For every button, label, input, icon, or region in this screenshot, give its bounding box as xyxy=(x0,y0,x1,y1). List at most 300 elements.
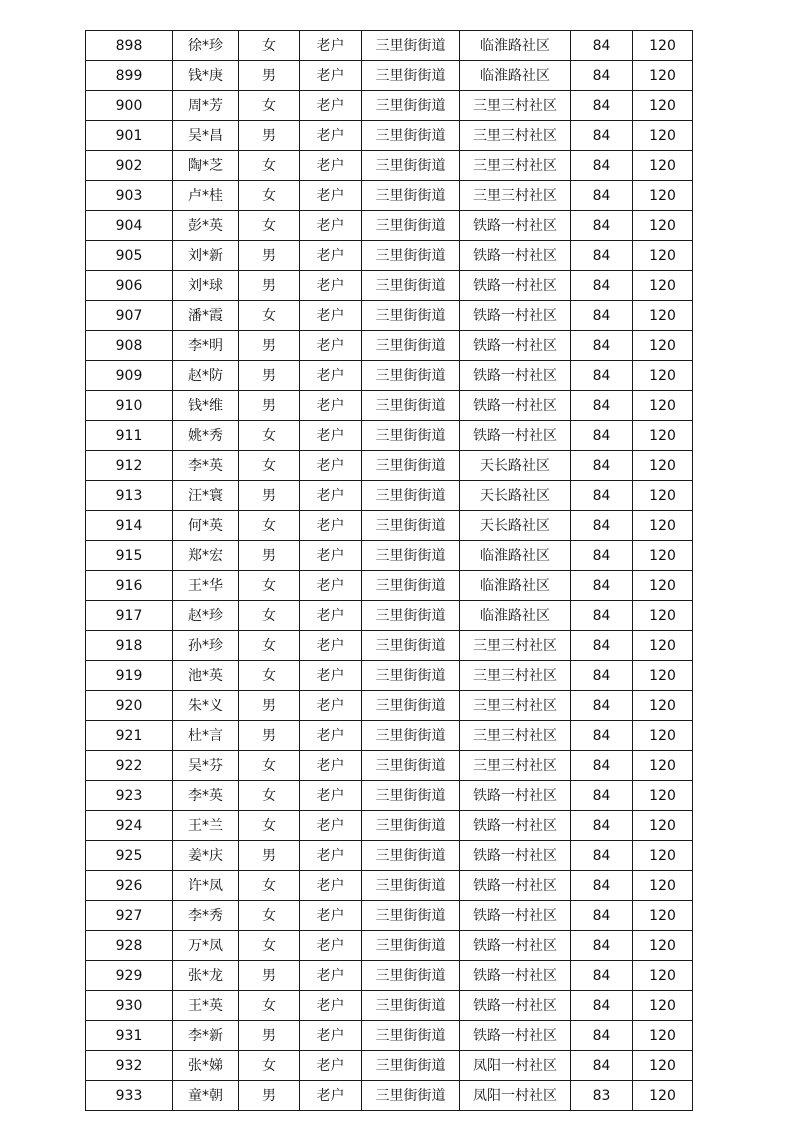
cell-community: 铁路一村社区 xyxy=(460,331,571,361)
cell-community: 铁路一村社区 xyxy=(460,991,571,1021)
cell-age: 84 xyxy=(571,241,633,271)
cell-age: 84 xyxy=(571,481,633,511)
cell-name: 童*朝 xyxy=(173,1081,239,1111)
cell-name: 杜*言 xyxy=(173,721,239,751)
cell-subdistrict: 三里街街道 xyxy=(362,691,460,721)
cell-gender: 男 xyxy=(239,331,300,361)
cell-serial-number: 904 xyxy=(86,211,173,241)
cell-gender: 男 xyxy=(239,841,300,871)
cell-age: 84 xyxy=(571,391,633,421)
cell-subdistrict: 三里街街道 xyxy=(362,271,460,301)
cell-subdistrict: 三里街街道 xyxy=(362,931,460,961)
cell-age: 84 xyxy=(571,661,633,691)
cell-gender: 女 xyxy=(239,31,300,61)
cell-household-type: 老户 xyxy=(300,211,362,241)
cell-gender: 女 xyxy=(239,211,300,241)
cell-amount: 120 xyxy=(633,1021,693,1051)
cell-amount: 120 xyxy=(633,241,693,271)
cell-name: 赵*珍 xyxy=(173,601,239,631)
cell-amount: 120 xyxy=(633,781,693,811)
cell-amount: 120 xyxy=(633,541,693,571)
cell-community: 铁路一村社区 xyxy=(460,931,571,961)
cell-gender: 女 xyxy=(239,871,300,901)
cell-gender: 男 xyxy=(239,241,300,271)
table-row xyxy=(86,961,693,991)
cell-household-type: 老户 xyxy=(300,121,362,151)
cell-gender: 男 xyxy=(239,691,300,721)
cell-gender: 男 xyxy=(239,121,300,151)
cell-age: 84 xyxy=(571,691,633,721)
table-row xyxy=(86,241,693,271)
table-row xyxy=(86,781,693,811)
cell-subdistrict: 三里街街道 xyxy=(362,571,460,601)
cell-household-type: 老户 xyxy=(300,721,362,751)
table-row xyxy=(86,391,693,421)
cell-age: 84 xyxy=(571,811,633,841)
cell-serial-number: 916 xyxy=(86,571,173,601)
cell-subdistrict: 三里街街道 xyxy=(362,511,460,541)
cell-age: 84 xyxy=(571,1051,633,1081)
cell-community: 三里三村社区 xyxy=(460,151,571,181)
cell-subdistrict: 三里街街道 xyxy=(362,661,460,691)
cell-name: 张*娣 xyxy=(173,1051,239,1081)
cell-serial-number: 918 xyxy=(86,631,173,661)
cell-gender: 男 xyxy=(239,361,300,391)
table-row xyxy=(86,481,693,511)
cell-amount: 120 xyxy=(633,271,693,301)
cell-gender: 女 xyxy=(239,451,300,481)
cell-gender: 女 xyxy=(239,301,300,331)
cell-community: 三里三村社区 xyxy=(460,721,571,751)
table-row xyxy=(86,1051,693,1081)
cell-age: 84 xyxy=(571,601,633,631)
cell-serial-number: 910 xyxy=(86,391,173,421)
table-row xyxy=(86,451,693,481)
cell-amount: 120 xyxy=(633,871,693,901)
cell-subdistrict: 三里街街道 xyxy=(362,961,460,991)
cell-serial-number: 919 xyxy=(86,661,173,691)
cell-household-type: 老户 xyxy=(300,361,362,391)
cell-gender: 女 xyxy=(239,991,300,1021)
table-row xyxy=(86,991,693,1021)
cell-household-type: 老户 xyxy=(300,541,362,571)
table-row xyxy=(86,871,693,901)
cell-serial-number: 906 xyxy=(86,271,173,301)
cell-subdistrict: 三里街街道 xyxy=(362,631,460,661)
cell-household-type: 老户 xyxy=(300,421,362,451)
cell-age: 84 xyxy=(571,91,633,121)
table-row xyxy=(86,511,693,541)
cell-amount: 120 xyxy=(633,991,693,1021)
cell-subdistrict: 三里街街道 xyxy=(362,601,460,631)
cell-serial-number: 902 xyxy=(86,151,173,181)
cell-community: 三里三村社区 xyxy=(460,631,571,661)
cell-name: 郑*宏 xyxy=(173,541,239,571)
cell-household-type: 老户 xyxy=(300,331,362,361)
cell-gender: 女 xyxy=(239,751,300,781)
table-row xyxy=(86,721,693,751)
cell-community: 三里三村社区 xyxy=(460,91,571,121)
cell-community: 临淮路社区 xyxy=(460,601,571,631)
cell-name: 王*华 xyxy=(173,571,239,601)
cell-household-type: 老户 xyxy=(300,181,362,211)
cell-amount: 120 xyxy=(633,931,693,961)
cell-age: 84 xyxy=(571,901,633,931)
cell-subdistrict: 三里街街道 xyxy=(362,1051,460,1081)
table-row xyxy=(86,601,693,631)
table-row xyxy=(86,901,693,931)
cell-household-type: 老户 xyxy=(300,841,362,871)
cell-name: 王*英 xyxy=(173,991,239,1021)
cell-serial-number: 927 xyxy=(86,901,173,931)
cell-community: 铁路一村社区 xyxy=(460,781,571,811)
cell-household-type: 老户 xyxy=(300,271,362,301)
cell-amount: 120 xyxy=(633,391,693,421)
cell-household-type: 老户 xyxy=(300,991,362,1021)
table-row xyxy=(86,211,693,241)
cell-amount: 120 xyxy=(633,61,693,91)
cell-household-type: 老户 xyxy=(300,871,362,901)
cell-amount: 120 xyxy=(633,301,693,331)
cell-amount: 120 xyxy=(633,151,693,181)
cell-gender: 女 xyxy=(239,601,300,631)
cell-household-type: 老户 xyxy=(300,691,362,721)
cell-amount: 120 xyxy=(633,481,693,511)
cell-amount: 120 xyxy=(633,331,693,361)
cell-name: 朱*义 xyxy=(173,691,239,721)
table-row xyxy=(86,61,693,91)
cell-community: 三里三村社区 xyxy=(460,691,571,721)
cell-community: 铁路一村社区 xyxy=(460,301,571,331)
cell-gender: 女 xyxy=(239,631,300,661)
cell-amount: 120 xyxy=(633,31,693,61)
cell-age: 84 xyxy=(571,991,633,1021)
cell-household-type: 老户 xyxy=(300,151,362,181)
cell-amount: 120 xyxy=(633,451,693,481)
table-row xyxy=(86,181,693,211)
cell-name: 钱*庚 xyxy=(173,61,239,91)
cell-name: 王*兰 xyxy=(173,811,239,841)
cell-amount: 120 xyxy=(633,571,693,601)
cell-age: 84 xyxy=(571,331,633,361)
cell-age: 84 xyxy=(571,1021,633,1051)
cell-age: 84 xyxy=(571,31,633,61)
cell-gender: 女 xyxy=(239,811,300,841)
cell-household-type: 老户 xyxy=(300,1051,362,1081)
cell-amount: 120 xyxy=(633,631,693,661)
cell-serial-number: 913 xyxy=(86,481,173,511)
cell-household-type: 老户 xyxy=(300,61,362,91)
cell-household-type: 老户 xyxy=(300,601,362,631)
cell-community: 三里三村社区 xyxy=(460,751,571,781)
cell-name: 李*秀 xyxy=(173,901,239,931)
table-row xyxy=(86,631,693,661)
cell-household-type: 老户 xyxy=(300,1081,362,1111)
cell-subdistrict: 三里街街道 xyxy=(362,781,460,811)
cell-gender: 女 xyxy=(239,661,300,691)
cell-gender: 男 xyxy=(239,541,300,571)
cell-amount: 120 xyxy=(633,361,693,391)
cell-age: 84 xyxy=(571,541,633,571)
cell-community: 三里三村社区 xyxy=(460,661,571,691)
cell-household-type: 老户 xyxy=(300,661,362,691)
cell-age: 84 xyxy=(571,511,633,541)
cell-community: 铁路一村社区 xyxy=(460,361,571,391)
table-row xyxy=(86,121,693,151)
cell-gender: 女 xyxy=(239,901,300,931)
cell-gender: 女 xyxy=(239,151,300,181)
cell-serial-number: 917 xyxy=(86,601,173,631)
cell-subdistrict: 三里街街道 xyxy=(362,1021,460,1051)
cell-age: 84 xyxy=(571,571,633,601)
cell-name: 赵*防 xyxy=(173,361,239,391)
cell-gender: 女 xyxy=(239,1051,300,1081)
cell-subdistrict: 三里街街道 xyxy=(362,331,460,361)
cell-age: 84 xyxy=(571,451,633,481)
cell-household-type: 老户 xyxy=(300,91,362,121)
cell-community: 铁路一村社区 xyxy=(460,871,571,901)
cell-name: 孙*珍 xyxy=(173,631,239,661)
cell-serial-number: 922 xyxy=(86,751,173,781)
cell-amount: 120 xyxy=(633,601,693,631)
cell-amount: 120 xyxy=(633,91,693,121)
cell-community: 临淮路社区 xyxy=(460,571,571,601)
cell-subdistrict: 三里街街道 xyxy=(362,1081,460,1111)
table-row xyxy=(86,91,693,121)
cell-serial-number: 930 xyxy=(86,991,173,1021)
cell-household-type: 老户 xyxy=(300,391,362,421)
cell-name: 姜*庆 xyxy=(173,841,239,871)
cell-gender: 女 xyxy=(239,931,300,961)
cell-serial-number: 932 xyxy=(86,1051,173,1081)
cell-age: 84 xyxy=(571,181,633,211)
cell-name: 陶*芝 xyxy=(173,151,239,181)
cell-subdistrict: 三里街街道 xyxy=(362,451,460,481)
cell-household-type: 老户 xyxy=(300,571,362,601)
cell-community: 临淮路社区 xyxy=(460,61,571,91)
cell-serial-number: 929 xyxy=(86,961,173,991)
cell-gender: 男 xyxy=(239,481,300,511)
cell-subdistrict: 三里街街道 xyxy=(362,991,460,1021)
cell-age: 84 xyxy=(571,871,633,901)
cell-age: 84 xyxy=(571,361,633,391)
cell-name: 李*明 xyxy=(173,331,239,361)
cell-gender: 女 xyxy=(239,571,300,601)
cell-subdistrict: 三里街街道 xyxy=(362,901,460,931)
cell-gender: 男 xyxy=(239,1021,300,1051)
cell-subdistrict: 三里街街道 xyxy=(362,391,460,421)
cell-gender: 女 xyxy=(239,421,300,451)
cell-amount: 120 xyxy=(633,181,693,211)
cell-community: 铁路一村社区 xyxy=(460,421,571,451)
cell-subdistrict: 三里街街道 xyxy=(362,361,460,391)
cell-name: 刘*球 xyxy=(173,271,239,301)
cell-gender: 女 xyxy=(239,91,300,121)
cell-age: 84 xyxy=(571,841,633,871)
cell-serial-number: 912 xyxy=(86,451,173,481)
cell-serial-number: 926 xyxy=(86,871,173,901)
cell-household-type: 老户 xyxy=(300,1021,362,1051)
table-row xyxy=(86,541,693,571)
cell-household-type: 老户 xyxy=(300,31,362,61)
cell-community: 三里三村社区 xyxy=(460,121,571,151)
cell-community: 铁路一村社区 xyxy=(460,271,571,301)
cell-name: 徐*珍 xyxy=(173,31,239,61)
cell-amount: 120 xyxy=(633,421,693,451)
cell-name: 许*凤 xyxy=(173,871,239,901)
cell-amount: 120 xyxy=(633,811,693,841)
cell-serial-number: 925 xyxy=(86,841,173,871)
cell-name: 李*英 xyxy=(173,451,239,481)
cell-amount: 120 xyxy=(633,1081,693,1111)
cell-serial-number: 907 xyxy=(86,301,173,331)
cell-serial-number: 903 xyxy=(86,181,173,211)
cell-name: 潘*霞 xyxy=(173,301,239,331)
cell-name: 汪*寰 xyxy=(173,481,239,511)
cell-subdistrict: 三里街街道 xyxy=(362,541,460,571)
cell-community: 天长路社区 xyxy=(460,481,571,511)
cell-name: 万*凤 xyxy=(173,931,239,961)
table-row xyxy=(86,331,693,361)
cell-gender: 女 xyxy=(239,781,300,811)
cell-age: 84 xyxy=(571,781,633,811)
cell-gender: 男 xyxy=(239,391,300,421)
roster-table xyxy=(85,30,693,1111)
cell-name: 何*英 xyxy=(173,511,239,541)
cell-household-type: 老户 xyxy=(300,901,362,931)
cell-community: 铁路一村社区 xyxy=(460,1021,571,1051)
cell-community: 铁路一村社区 xyxy=(460,241,571,271)
cell-age: 84 xyxy=(571,151,633,181)
cell-household-type: 老户 xyxy=(300,301,362,331)
cell-community: 三里三村社区 xyxy=(460,181,571,211)
cell-household-type: 老户 xyxy=(300,511,362,541)
cell-household-type: 老户 xyxy=(300,631,362,661)
cell-gender: 男 xyxy=(239,1081,300,1111)
cell-serial-number: 924 xyxy=(86,811,173,841)
cell-community: 铁路一村社区 xyxy=(460,391,571,421)
table-row xyxy=(86,841,693,871)
table-row xyxy=(86,301,693,331)
cell-age: 84 xyxy=(571,751,633,781)
cell-serial-number: 900 xyxy=(86,91,173,121)
cell-amount: 120 xyxy=(633,121,693,151)
table-row xyxy=(86,571,693,601)
table-row xyxy=(86,1081,693,1111)
cell-gender: 女 xyxy=(239,511,300,541)
cell-amount: 120 xyxy=(633,841,693,871)
cell-community: 临淮路社区 xyxy=(460,31,571,61)
cell-serial-number: 909 xyxy=(86,361,173,391)
cell-name: 刘*新 xyxy=(173,241,239,271)
cell-amount: 120 xyxy=(633,691,693,721)
cell-household-type: 老户 xyxy=(300,811,362,841)
cell-name: 姚*秀 xyxy=(173,421,239,451)
cell-age: 84 xyxy=(571,421,633,451)
cell-subdistrict: 三里街街道 xyxy=(362,61,460,91)
cell-subdistrict: 三里街街道 xyxy=(362,121,460,151)
cell-name: 张*龙 xyxy=(173,961,239,991)
cell-gender: 男 xyxy=(239,61,300,91)
roster-table-body xyxy=(86,31,693,1111)
cell-serial-number: 898 xyxy=(86,31,173,61)
cell-serial-number: 901 xyxy=(86,121,173,151)
cell-serial-number: 923 xyxy=(86,781,173,811)
table-row xyxy=(86,811,693,841)
cell-name: 周*芳 xyxy=(173,91,239,121)
cell-subdistrict: 三里街街道 xyxy=(362,481,460,511)
table-row xyxy=(86,271,693,301)
cell-subdistrict: 三里街街道 xyxy=(362,181,460,211)
cell-subdistrict: 三里街街道 xyxy=(362,811,460,841)
cell-serial-number: 928 xyxy=(86,931,173,961)
cell-serial-number: 921 xyxy=(86,721,173,751)
cell-amount: 120 xyxy=(633,511,693,541)
cell-age: 84 xyxy=(571,631,633,661)
cell-serial-number: 915 xyxy=(86,541,173,571)
cell-subdistrict: 三里街街道 xyxy=(362,721,460,751)
cell-serial-number: 905 xyxy=(86,241,173,271)
cell-community: 铁路一村社区 xyxy=(460,841,571,871)
cell-age: 84 xyxy=(571,931,633,961)
cell-gender: 女 xyxy=(239,181,300,211)
cell-age: 84 xyxy=(571,961,633,991)
cell-serial-number: 931 xyxy=(86,1021,173,1051)
cell-age: 84 xyxy=(571,61,633,91)
cell-household-type: 老户 xyxy=(300,481,362,511)
cell-community: 天长路社区 xyxy=(460,451,571,481)
cell-age: 84 xyxy=(571,301,633,331)
cell-amount: 120 xyxy=(633,721,693,751)
cell-community: 铁路一村社区 xyxy=(460,811,571,841)
table-row xyxy=(86,31,693,61)
cell-subdistrict: 三里街街道 xyxy=(362,421,460,451)
cell-amount: 120 xyxy=(633,751,693,781)
cell-subdistrict: 三里街街道 xyxy=(362,31,460,61)
cell-subdistrict: 三里街街道 xyxy=(362,151,460,181)
cell-amount: 120 xyxy=(633,661,693,691)
cell-gender: 男 xyxy=(239,721,300,751)
cell-subdistrict: 三里街街道 xyxy=(362,841,460,871)
cell-subdistrict: 三里街街道 xyxy=(362,211,460,241)
cell-serial-number: 908 xyxy=(86,331,173,361)
cell-community: 天长路社区 xyxy=(460,511,571,541)
cell-household-type: 老户 xyxy=(300,961,362,991)
cell-community: 临淮路社区 xyxy=(460,541,571,571)
cell-name: 卢*桂 xyxy=(173,181,239,211)
cell-gender: 男 xyxy=(239,271,300,301)
cell-name: 李*新 xyxy=(173,1021,239,1051)
cell-community: 凤阳一村社区 xyxy=(460,1051,571,1081)
cell-serial-number: 933 xyxy=(86,1081,173,1111)
cell-subdistrict: 三里街街道 xyxy=(362,241,460,271)
cell-subdistrict: 三里街街道 xyxy=(362,91,460,121)
table-row xyxy=(86,421,693,451)
cell-community: 铁路一村社区 xyxy=(460,901,571,931)
cell-name: 吴*芬 xyxy=(173,751,239,781)
cell-age: 84 xyxy=(571,211,633,241)
cell-amount: 120 xyxy=(633,961,693,991)
cell-amount: 120 xyxy=(633,901,693,931)
cell-name: 李*英 xyxy=(173,781,239,811)
cell-amount: 120 xyxy=(633,1051,693,1081)
table-row xyxy=(86,751,693,781)
table-row xyxy=(86,361,693,391)
cell-household-type: 老户 xyxy=(300,451,362,481)
cell-subdistrict: 三里街街道 xyxy=(362,751,460,781)
cell-name: 彭*英 xyxy=(173,211,239,241)
cell-name: 吴*昌 xyxy=(173,121,239,151)
